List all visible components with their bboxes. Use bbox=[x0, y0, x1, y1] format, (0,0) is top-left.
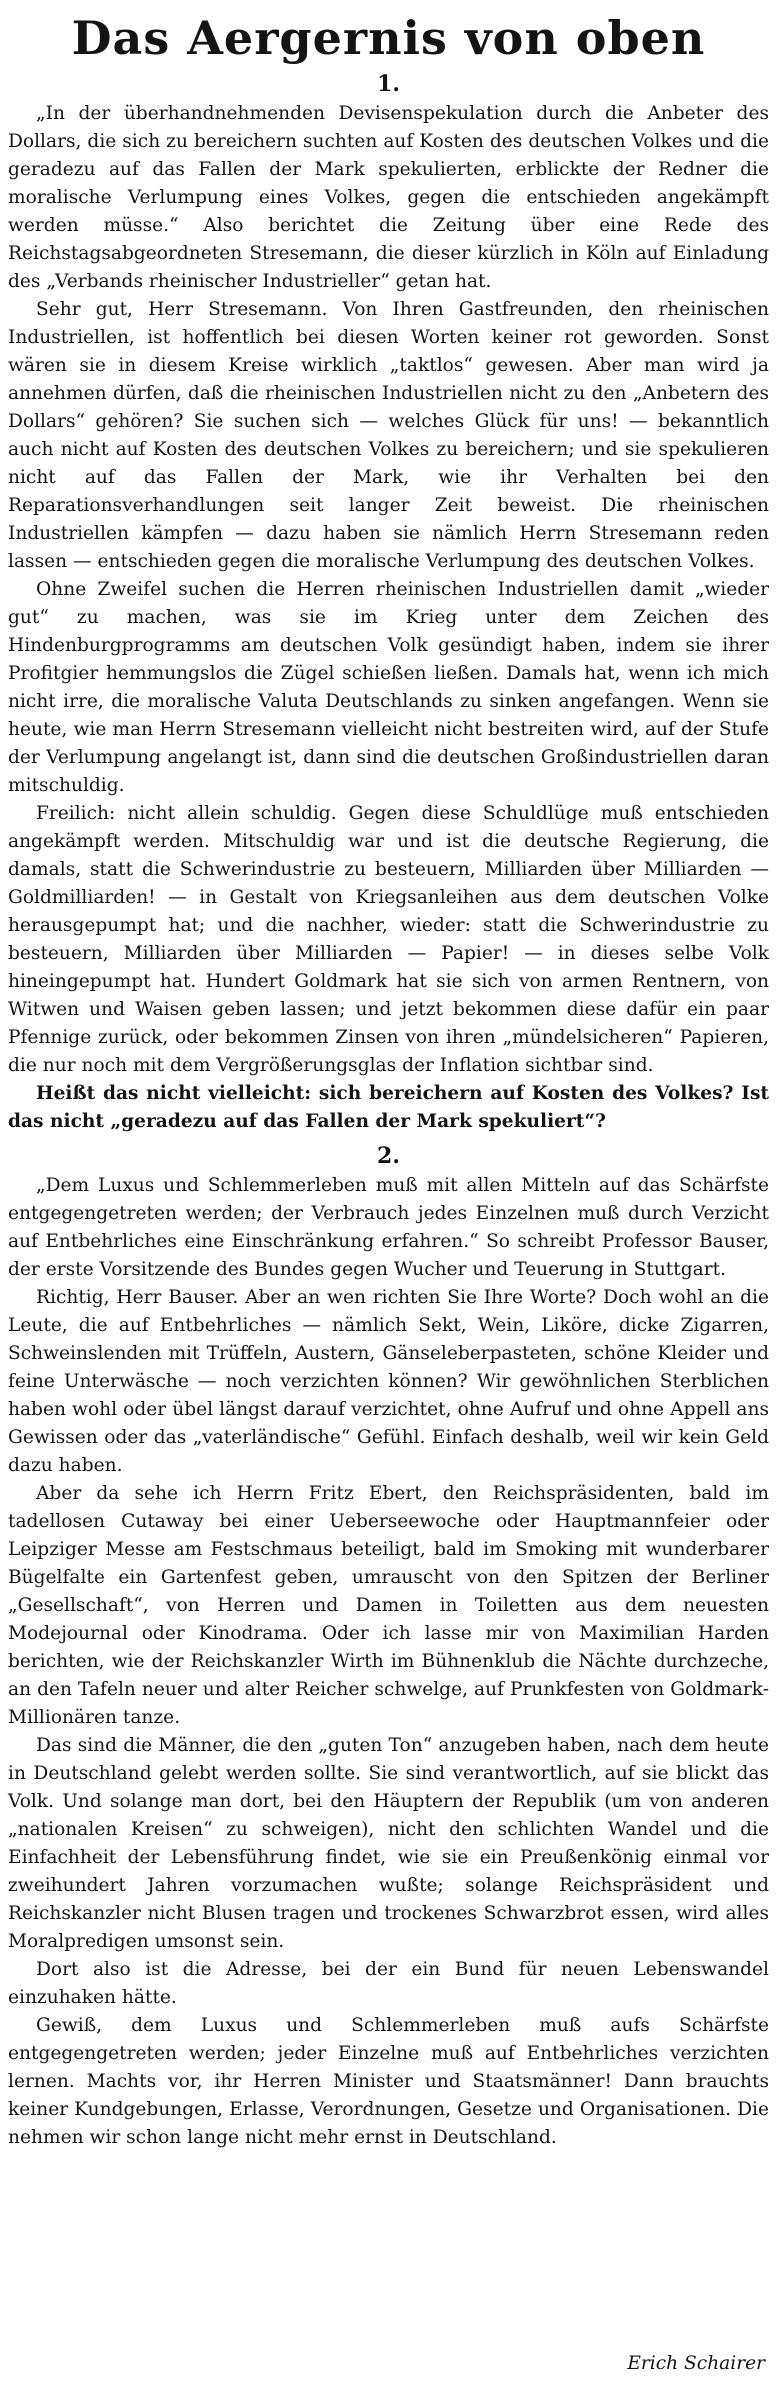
paragraph: Dort also ist die Adresse, bei der ein Bund für neuen Lebenswandel einzuhaken hätte. bbox=[8, 1959, 769, 2008]
paragraph: Sehr gut, Herr Stresemann. Von Ihren Gastfreunden, den rheinischen Industriellen, ist hoffentlich bei diesen Worten keiner rot geworden. Sonst wären sie in diesem Kreise wirklich „taktlos“ gewesen. Aber man wird ja annehmen dürfen, daß die rheinischen Industriellen nicht zu den „Anbetern des Dollars“ gehören? Sie suchen sich — welches Glück für uns! — bekanntlich auch nicht auf Kosten des deutschen Volkes zu bereichern; und sie spekulieren nicht auf das Fallen der Mark, wie ihr Verhalten bei den Reparationsverhandlungen seit langer Zeit beweist. Die rheinischen Industriellen kämpfen — dazu haben sie nämlich Herrn Stresemann reden lassen — entschieden gegen die moralische Verlumpung des deutschen Volkes. bbox=[8, 299, 769, 572]
section-number: 2. bbox=[377, 1143, 400, 1169]
section-2 bbox=[8, 1144, 769, 2152]
section-1 bbox=[8, 72, 769, 1136]
paragraph: „In der überhandnehmenden Devisenspekulation durch die Anbeter des Dollars, die sich zu bereichern suchten auf Kosten des deutschen Volkes und die geradezu auf das Fallen der Mark spekulierten, erblickte der Redner die moralische Verlumpung eines Volkes, gegen die entschieden angekämpft werden müsse.“ Also berichtet die Zeitung über eine Rede des Reichstagsabgeordneten Stresemann, die dieser kürzlich in Köln auf Einladung des „Verbands rheinischer Industrieller“ getan hat. bbox=[8, 103, 769, 292]
paragraph: Richtig, Herr Bauser. Aber an wen richten Sie Ihre Worte? Doch wohl an die Leute, die auf Entbehrliches — nämlich Sekt, Wein, Liköre, dicke Zigarren, Schweinslenden mit Trüffeln, Austern, Gänseleberpasteten, schöne Kleider und feine Unterwäsche — noch verzichten können? Wir gewöhnlichen Sterblichen haben wohl oder übel längst darauf verzichtet, ohne Aufruf und ohne Appell ans Gewissen oder das „vaterländische“ Gefühl. Einfach deshalb, weil wir kein Geld dazu haben. bbox=[8, 1287, 769, 1476]
paragraph: Ohne Zweifel suchen die Herren rheinischen Industriellen damit „wieder gut“ zu machen, was sie im Krieg unter dem Zeichen des Hindenburgprogramms am deutschen Volk gesündigt haben, indem sie ihrer Profitgier hemmungslos die Zügel schießen ließen. Damals hat, wenn ich mich nicht irre, die moralische Valuta Deutschlands zu sinken angefangen. Wenn sie heute, wie man Herrn Stresemann vielleicht nicht bestreiten wird, auf der Stufe der Verlumpung angelangt ist, dann sind die deutschen Großindustriellen daran mitschuldig. bbox=[8, 579, 769, 796]
author-byline: Erich Schairer bbox=[627, 2353, 765, 2374]
paragraph: Das sind die Männer, die den „guten Ton“ anzugeben haben, nach dem heute in Deutschland gelebt werden sollte. Sie sind verantwortlich, auf sie blickt das Volk. Und solange man dort, bei den Häuptern der Republik (um von anderen „nationalen Kreisen“ zu schweigen), nicht den schlichten Wandel und die Einfachheit der Lebensführung findet, wie sie ein Preußenkönig einmal vor zweihundert Jahren vorzumachen wußte; solange Reichspräsident und Reichskanzler nicht Blusen tragen und trockenes Schwarzbrot essen, wird alles Moralpredigen umsonst sein. bbox=[8, 1735, 769, 1952]
paragraph: Freilich: nicht allein schuldig. Gegen diese Schuldlüge muß entschieden angekämpft werden. Mitschuldig war und ist die deutsche Regierung, die damals, statt die Schwerindustrie zu besteuern, Milliarden über Milliarden — Goldmilliarden! — in Gestalt von Kriegsanleihen aus dem deutschen Volke herausgepumpt hat; und die nachher, wieder: statt die Schwerindustrie zu besteuern, Milliarden über Milliarden — Papier! — in dieses selbe Volk hineingepumpt hat. Hundert Goldmark hat sie sich von armen Rentnern, von Witwen und Waisen geben lassen; und jetzt bekommen diese dafür ein paar Pfennige zurück, oder bekommen Zinsen von ihren „mündelsicheren“ Papieren, die nur noch mit dem Vergrößerungsglas der Inflation sichtbar sind. bbox=[8, 803, 769, 1076]
paragraph: Gewiß, dem Luxus und Schlemmerleben muß aufs Schärfste entgegengetreten werden; jeder Einzelne muß auf Entbehrliches verzichten lernen. Machts vor, ihr Herren Minister und Staatsmänner! Dann brauchts keiner Kundgebungen, Erlasse, Verordnungen, Gesetze und Organisationen. Die nehmen wir schon lange nicht mehr ernst in Deutschland. bbox=[8, 2015, 769, 2148]
paragraph: „Dem Luxus und Schlemmerleben muß mit allen Mitteln auf das Schärfste entgegengetreten werden; der Verbrauch jedes Einzelnen muß durch Verzicht auf Entbehrliches eine Einschränkung erfahren.“ So schreibt Professor Bauser, der erste Vorsitzende des Bundes gegen Wucher und Teuerung in Stuttgart. bbox=[8, 1175, 769, 1280]
paragraph: Aber da sehe ich Herrn Fritz Ebert, den Reichspräsidenten, bald im tadellosen Cutaway bei einer Ueberseewoche oder Hauptmannfeier oder Leipziger Messe am Festschmaus beteiligt, bald im Smoking mit wunderbarer Bügelfalte ein Gartenfest geben, umrauscht von den Spitzen der Berliner „Gesellschaft“, von Herren und Damen in Toiletten aus dem neuesten Modejournal oder Kinodrama. Oder ich lasse mir von Maximilian Harden berichten, wie der Reichskanzler Wirth im Bühnenklub die Nächte durchzeche, an den Tafeln neuer und alter Reicher schwelge, auf Prunkfesten von Goldmark-Millionären tanze. bbox=[8, 1483, 769, 1728]
closing-question: Heißt das nicht vielleicht: sich bereichern auf Kosten des Volkes? Ist das nicht „geradezu auf das Fallen der Mark spekuliert“? bbox=[8, 1083, 769, 1132]
section-number: 1. bbox=[377, 71, 400, 97]
headline: Das Aergernis von oben bbox=[71, 11, 706, 65]
